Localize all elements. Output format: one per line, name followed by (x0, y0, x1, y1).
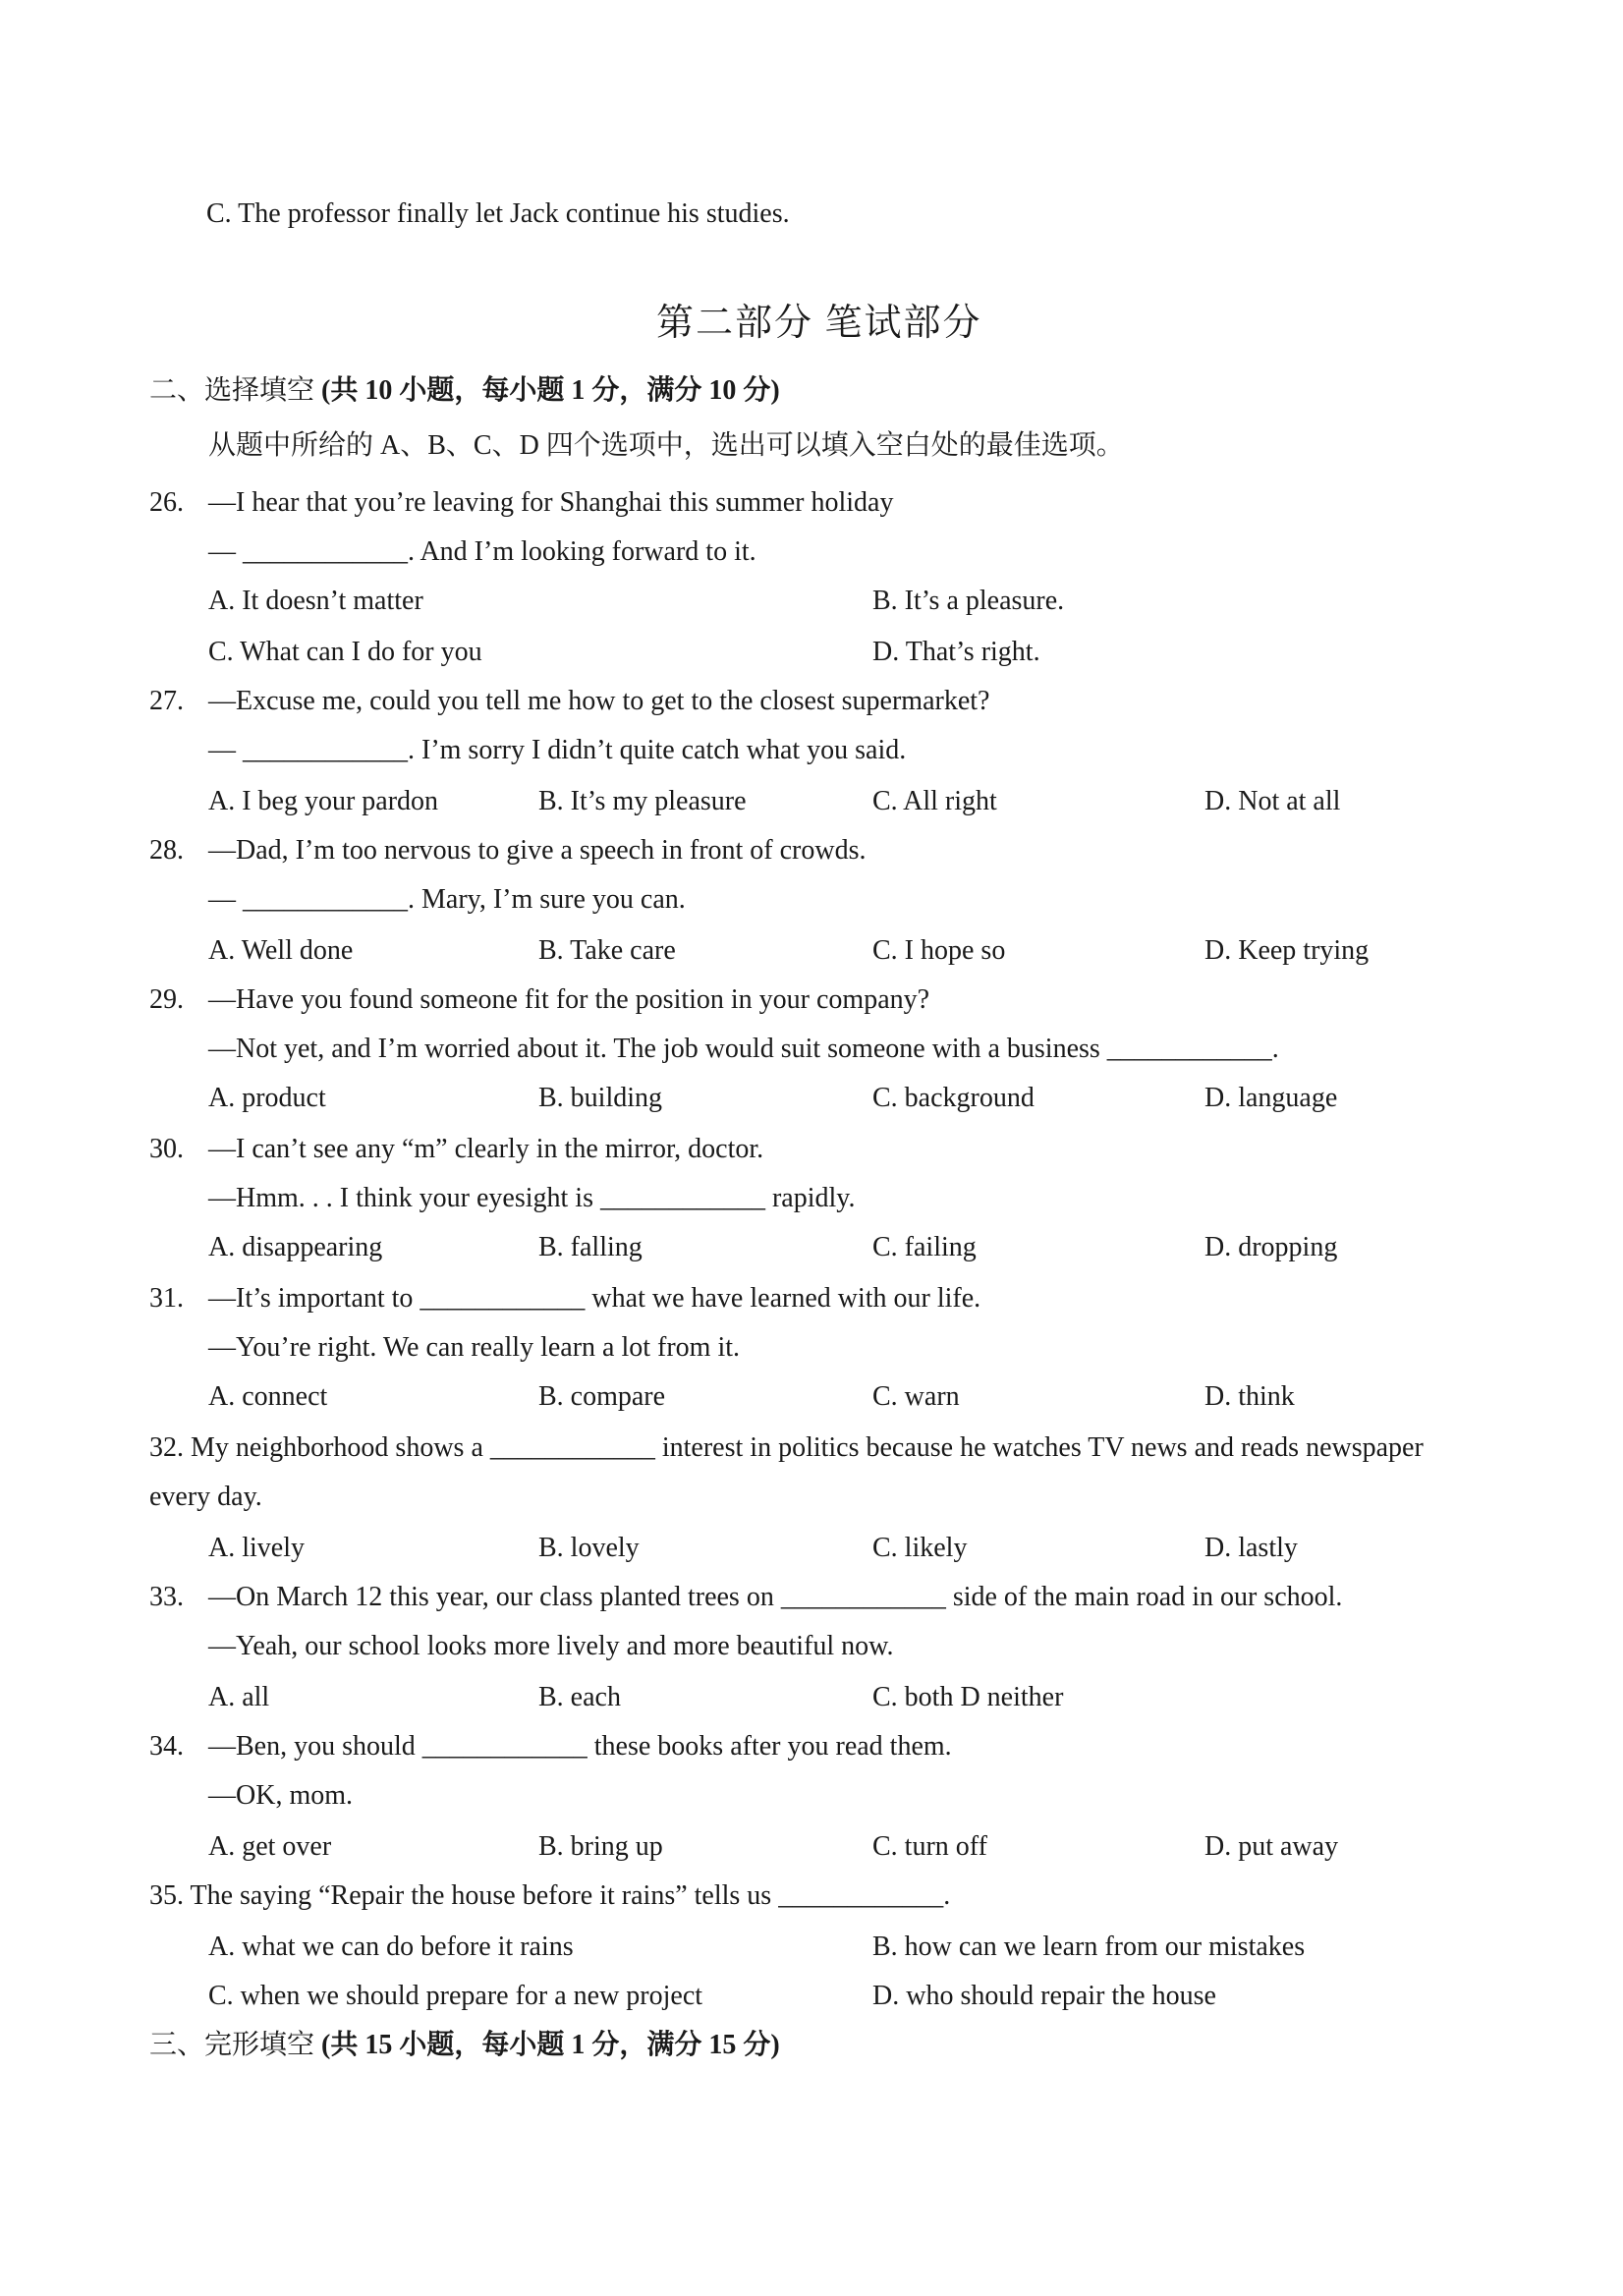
question-35-option-c[interactable]: C. when we should prepare for a new project (208, 1981, 703, 2011)
section-heading-3-info: (共 15 小题，每小题 1 分，满分 15 分) (321, 2030, 780, 2060)
question-31-line2: —You’re right. We can really learn a lot from it. (208, 1332, 741, 1363)
question-34-option-b[interactable]: B. bring up (538, 1831, 663, 1862)
question-number-26: 26. (149, 487, 184, 518)
question-30-option-b[interactable]: B. falling (538, 1232, 643, 1262)
question-32-option-c[interactable]: C. likely (872, 1533, 968, 1563)
question-27-line1: —Excuse me, could you tell me how to get to the closest supermarket? (208, 686, 990, 716)
question-28-option-c[interactable]: C. I hope so (872, 935, 1006, 966)
question-31-option-b[interactable]: B. compare (538, 1381, 666, 1412)
question-33-option-b[interactable]: B. each (538, 1682, 621, 1712)
question-33-line1: —On March 12 this year, our class planted trees on ____________ side of the main road in our school. (208, 1582, 1343, 1612)
question-31-option-d[interactable]: D. think (1204, 1381, 1295, 1412)
question-34-line1: —Ben, you should ____________ these books after you read them. (208, 1731, 952, 1762)
question-30-option-c[interactable]: C. failing (872, 1232, 977, 1262)
section-heading-3-label: 三、完形填空 (149, 2030, 315, 2060)
question-27-option-c[interactable]: C. All right (872, 786, 997, 816)
question-30-option-d[interactable]: D. dropping (1204, 1232, 1338, 1262)
question-number-28: 28. (149, 835, 184, 866)
section-heading-2-label: 二、选择填空 (149, 375, 315, 406)
question-26-option-a[interactable]: A. It doesn’t matter (208, 586, 423, 616)
question-31-line1: —It’s important to ____________ what we have learned with our life. (208, 1283, 981, 1314)
question-28-line1: —Dad, I’m too nervous to give a speech in front of crowds. (208, 835, 867, 866)
section-heading-2 (149, 377, 780, 405)
question-27-option-a[interactable]: A. I beg your pardon (208, 786, 439, 816)
question-33-option-c[interactable]: C. both D neither (872, 1682, 1064, 1712)
section-heading-3 (149, 2032, 780, 2059)
question-28-line2: — ____________. Mary, I’m sure you can. (208, 884, 686, 915)
question-31-option-c[interactable]: C. warn (872, 1381, 960, 1412)
question-35-line1: 35. The saying “Repair the house before it rains” tells us ____________. (149, 1880, 951, 1911)
question-26-option-b[interactable]: B. It’s a pleasure. (872, 586, 1065, 616)
question-35-option-d[interactable]: D. who should repair the house (872, 1981, 1216, 2011)
question-26-line2: — ____________. And I’m looking forward to it. (208, 536, 756, 567)
question-29-line2: —Not yet, and I’m worried about it. The job would suit someone with a business ____________. (208, 1034, 1279, 1064)
question-27-option-b[interactable]: B. It’s my pleasure (538, 786, 747, 816)
question-26-option-d[interactable]: D. That’s right. (872, 637, 1040, 667)
part-title: 第二部分 笔试部分 (656, 303, 982, 344)
question-29-option-a[interactable]: A. product (208, 1083, 326, 1113)
question-27-option-d[interactable]: D. Not at all (1204, 786, 1341, 816)
section-heading-2-info: (共 10 小题，每小题 1 分，满分 10 分) (321, 375, 780, 406)
question-number-30: 30. (149, 1134, 184, 1164)
question-34-option-d[interactable]: D. put away (1204, 1831, 1339, 1862)
question-32-option-a[interactable]: A. lively (208, 1533, 305, 1563)
question-35-option-b[interactable]: B. how can we learn from our mistakes (872, 1932, 1306, 1962)
question-number-34: 34. (149, 1731, 184, 1762)
question-28-option-d[interactable]: D. Keep trying (1204, 935, 1370, 966)
question-30-line2: —Hmm. . . I think your eyesight is ____________ rapidly. (208, 1183, 856, 1213)
question-27-line2: — ____________. I’m sorry I didn’t quite catch what you said. (208, 735, 907, 765)
question-28-option-a[interactable]: A. Well done (208, 935, 354, 966)
question-33-line2: —Yeah, our school looks more lively and more beautiful now. (208, 1631, 894, 1661)
question-35-option-a[interactable]: A. what we can do before it rains (208, 1932, 574, 1962)
question-28-option-b[interactable]: B. Take care (538, 935, 676, 966)
question-29-line1: —Have you found someone fit for the position in your company? (208, 984, 930, 1015)
question-number-27: 27. (149, 686, 184, 716)
section-2-instruction: 从题中所给的 A、B、C、D 四个选项中，选出可以填入空白处的最佳选项。 (208, 430, 1124, 461)
question-34-option-c[interactable]: C. turn off (872, 1831, 987, 1862)
carryover-option: C. The professor finally let Jack continue his studies. (206, 198, 790, 229)
question-29-option-d[interactable]: D. language (1204, 1083, 1338, 1113)
question-34-line2: —OK, mom. (208, 1780, 353, 1811)
question-29-option-c[interactable]: C. background (872, 1083, 1035, 1113)
question-29-option-b[interactable]: B. building (538, 1083, 663, 1113)
question-30-line1: —I can’t see any “m” clearly in the mirror, doctor. (208, 1134, 764, 1164)
question-33-option-a[interactable]: A. all (208, 1682, 270, 1712)
question-32-option-d[interactable]: D. lastly (1204, 1533, 1298, 1563)
question-31-option-a[interactable]: A. connect (208, 1381, 328, 1412)
question-30-option-a[interactable]: A. disappearing (208, 1232, 383, 1262)
question-34-option-a[interactable]: A. get over (208, 1831, 332, 1862)
question-26-line1: —I hear that you’re leaving for Shanghai this summer holiday (208, 487, 894, 518)
question-26-option-c[interactable]: C. What can I do for you (208, 637, 482, 667)
question-32-line2: every day. (149, 1482, 262, 1512)
question-number-29: 29. (149, 984, 184, 1015)
question-number-31: 31. (149, 1283, 184, 1314)
question-number-33: 33. (149, 1582, 184, 1612)
question-32-line1: 32. My neighborhood shows a ____________ interest in politics because he watches TV news and reads newspaper (149, 1432, 1424, 1463)
question-32-option-b[interactable]: B. lovely (538, 1533, 640, 1563)
